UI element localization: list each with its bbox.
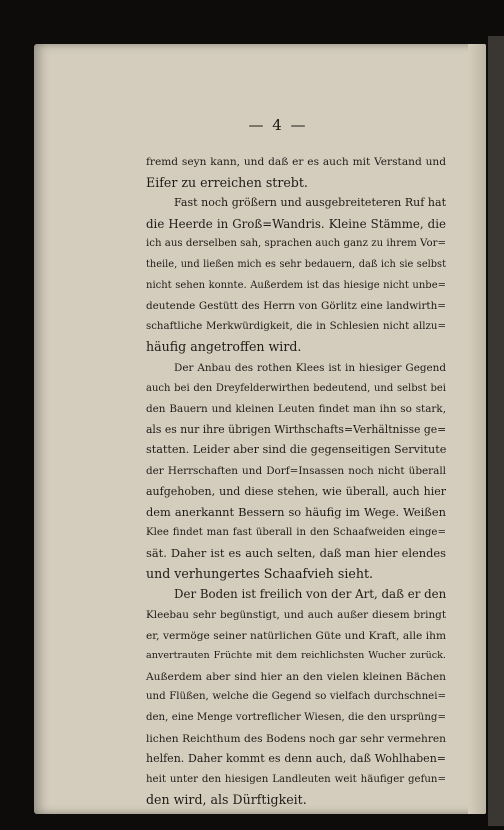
text-line: als es nur ihre übrigen Wirthschafts=Verhältnisse ge= xyxy=(146,422,447,436)
text-line: auch bei den Dreyfelderwirthen bedeutend, und selbst bei xyxy=(146,382,446,394)
text-line: häufig angetroffen wird. xyxy=(146,339,302,355)
page-number-header: — 4 — xyxy=(248,116,308,134)
text-line: Der Boden ist freilich von der Art, daß er den xyxy=(174,587,447,602)
text-line: aufgehoben, und diese stehen, wie überall, auch hier xyxy=(146,484,446,498)
adjacent-page-edge xyxy=(488,36,504,826)
text-line: fremd seyn kann, und daß er es auch mit Verstand und xyxy=(146,156,446,168)
text-line: deutende Gestütt des Herrn von Görlitz eine landwirth= xyxy=(146,300,446,313)
text-line: nicht sehen konnte. Außerdem ist das hiesige nicht unbe= xyxy=(146,279,446,291)
text-line: Eifer zu erreichen strebt. xyxy=(146,174,308,190)
text-line: er, vermöge seiner natürlichen Güte und Kraft, alle ihm xyxy=(146,629,446,642)
text-line: Fast noch größern und ausgebreiteteren Ruf hat xyxy=(174,196,446,210)
text-line: ich aus derselben sah, sprachen auch ganz zu ihrem Vor= xyxy=(146,238,446,250)
body-text xyxy=(146,152,446,811)
text-line: lichen Reichthum des Bodens noch gar sehr vermehren xyxy=(146,732,446,745)
text-line: den Bauern und kleinen Leuten findet man ihn so stark, xyxy=(146,403,446,416)
text-line: sät. Daher ist es auch selten, daß man hier elendes xyxy=(146,546,446,561)
text-line: Klee findet man fast überall in den Schaafweiden einge= xyxy=(146,526,446,538)
text-line: den wird, als Dürftigkeit. xyxy=(146,792,307,808)
text-line: theile, und ließen mich es sehr bedauern, daß ich sie selbst xyxy=(146,258,446,270)
text-line: dem anerkannt Bessern so häufig im Wege. Weißen xyxy=(146,505,446,520)
text-line: schaftliche Merkwürdigkeit, die in Schlesien nicht allzu= xyxy=(146,320,446,332)
text-line: anvertrauten Früchte mit dem reichlichsten Wucher zurück. xyxy=(146,650,446,662)
text-line: statten. Leider aber sind die gegenseitigen Servitute xyxy=(146,443,447,457)
text-line: Der Anbau des rothen Klees ist in hiesiger Gegend xyxy=(174,361,446,374)
text-line: helfen. Daher kommt es denn auch, daß Wohlhaben= xyxy=(146,752,446,766)
text-line: Außerdem aber sind hier an den vielen kleinen Bächen xyxy=(146,670,446,683)
text-line: die Heerde in Groß=Wandris. Kleine Stämme, die xyxy=(146,216,446,231)
text-line: den, eine Menge vortreflicher Wiesen, die den ursprüng= xyxy=(146,712,446,724)
text-line: und verhungertes Schaafvieh sieht. xyxy=(146,565,374,581)
page-edge-shadow xyxy=(468,44,486,814)
text-line: der Herrschaften und Dorf=Insassen noch nicht überall xyxy=(146,464,446,477)
text-line: Kleebau sehr begünstigt, und auch außer diesem bringt xyxy=(146,609,446,622)
text-line: heit unter den hiesigen Landleuten weit häufiger gefun= xyxy=(146,773,446,785)
text-line: und Flüßen, welche die Gegend so vielfach durchschnei= xyxy=(146,691,446,703)
